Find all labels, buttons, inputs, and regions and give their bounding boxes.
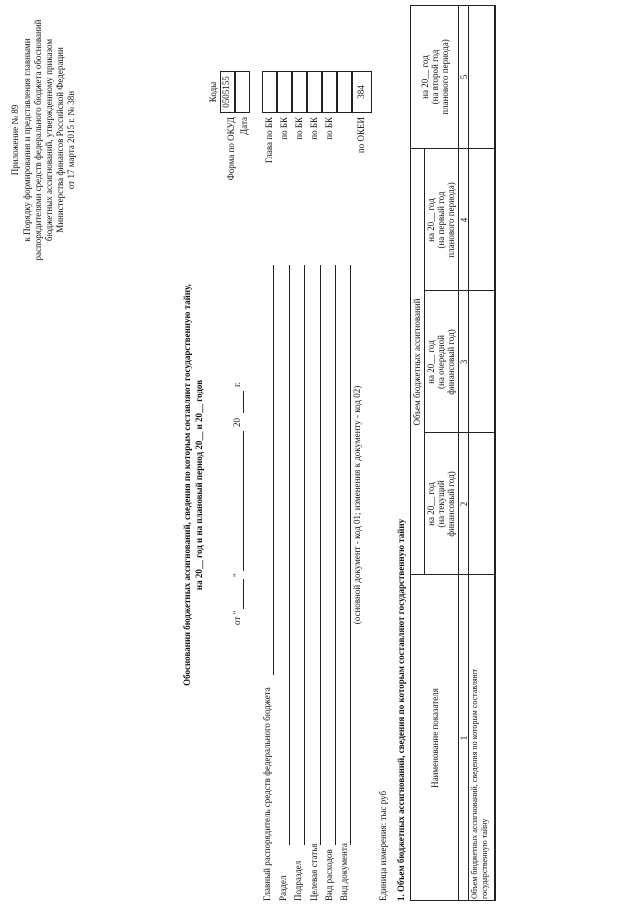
csr-label: Целевая статья <box>309 843 319 901</box>
col4-line-2: (на первый год <box>436 191 446 249</box>
col2-line-3: финансовый год) <box>446 471 456 537</box>
appendix-line-2: распорядителями средств федерального бюджета обоснований <box>33 19 43 261</box>
form-code: 0505155 <box>221 76 231 108</box>
col-name-header: Наименование показателя <box>430 688 440 788</box>
col5-line-3: планового периода) <box>440 39 450 115</box>
document-heading-line-2: на 20__ год и на плановый период 20__ и 20__ годов <box>194 379 204 591</box>
group-header: Объем бюджетных ассигнований <box>412 298 422 426</box>
col-number-1: 1 <box>459 735 469 741</box>
appendix-title: Приложение № 89 <box>10 104 20 176</box>
col5-line-1: на 20__ год <box>420 55 430 99</box>
row1-label-line-1: Объем бюджетных ассигнований, сведения по которым составляют <box>470 668 479 899</box>
podrazdel-label: Подраздел <box>293 860 303 901</box>
okei-label: по ОКЕИ <box>356 117 366 154</box>
section-1-title: 1. Объем бюджетных ассигнований, сведения по которым составляют государственную тайну <box>396 518 406 901</box>
unit-label: Единица измерения: тыс руб <box>378 790 388 901</box>
col-number-4: 4 <box>459 217 469 223</box>
podrazdel-code-label: по БК <box>294 117 304 140</box>
col4-line-3: планового периода) <box>446 182 456 258</box>
document-heading-line-1: Обоснования бюджетных ассигнований, сведения по которым составляют государственную тайну, <box>182 284 192 686</box>
date-suffix: г. <box>232 382 242 387</box>
col3-line-1: на 20__ год <box>426 340 436 384</box>
col2-line-1: на 20__ год <box>426 482 436 526</box>
col-number-2: 2 <box>459 501 469 507</box>
vr-label: Вид расходов <box>324 849 334 901</box>
row1-label-line-2: государственную тайну <box>480 818 489 899</box>
date-code-label: Дата <box>239 117 249 135</box>
date-year: 20 <box>232 418 242 427</box>
vr-code-label: по БК <box>324 117 334 140</box>
date-mid: " <box>232 573 242 577</box>
csr-code-label: по БК <box>309 117 319 140</box>
appendix-line-5: от 17 марта 2015 г. № 38н <box>66 90 76 190</box>
col3-line-3: финансовый год) <box>446 329 456 395</box>
grbs-label: Главный распорядитель средств федерального бюджета <box>262 687 272 901</box>
date-prefix: от " <box>232 610 242 625</box>
col-number-3: 3 <box>459 359 469 365</box>
col3-line-2: (на очередной <box>436 335 446 389</box>
glava-label: Глава по БК <box>264 117 274 164</box>
appendix-line-1: к Порядку формирования и представления главными <box>22 38 32 242</box>
form-label: Форма по ОКУД <box>226 117 236 181</box>
doc-label: Вид документа <box>339 843 349 901</box>
col5-line-2: (на второй год <box>430 49 440 105</box>
okei-code: 384 <box>356 85 366 99</box>
col-number-5: 5 <box>459 74 469 80</box>
razdel-code-label: по БК <box>279 117 289 140</box>
razdel-label: Раздел <box>278 875 288 901</box>
doc-note: (основной документ - код 01; изменения к документу - код 02) <box>352 385 362 625</box>
appendix-line-4: Министерства финансов Российской Федерации <box>55 47 65 233</box>
codes-header: Коды <box>208 81 218 103</box>
col2-line-2: (на текущий <box>436 480 446 528</box>
appendix-line-3: бюджетных ассигнований, утвержденному приказом <box>44 38 54 242</box>
col4-line-1: на 20__ год <box>426 198 436 242</box>
